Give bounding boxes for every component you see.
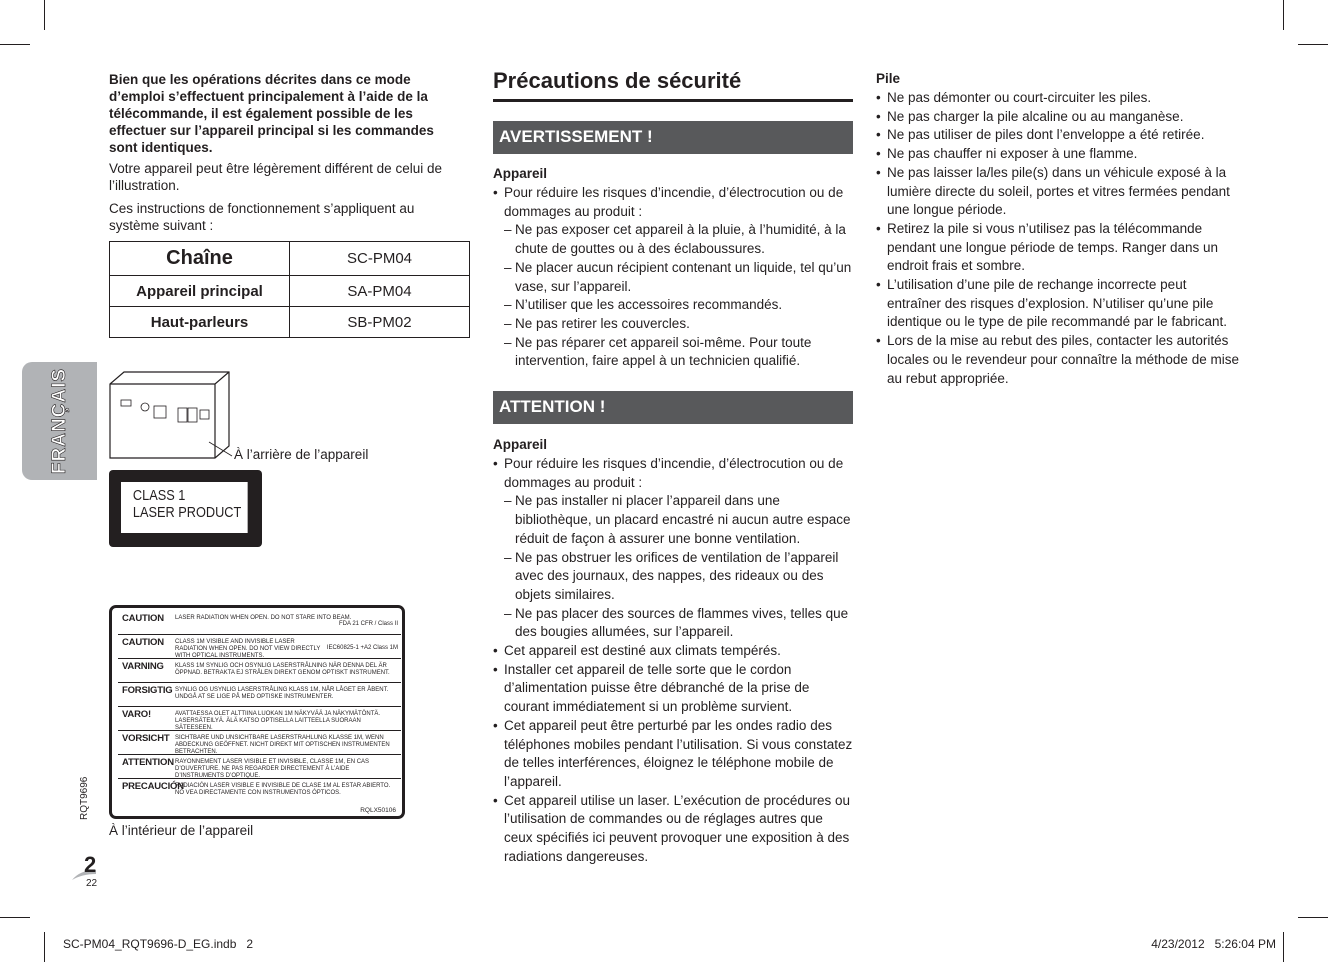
laser-row-text: AVATTAESSA OLET ALTTIINA LUOKAN 1M NÄKYVÄÄ JA NÄKYMÄTÖNTÄ. LASERSÄTEILYÄ. ÄLÄ KATSO OPTISELLA LAITTEELLA SUORAAN SÄTEESEEN. [175,711,381,731]
laser-row-text: SYNLIG OG USYNLIG LASERSTRÅLING KLASS 1M, NÅR LÅGET ER ÅBENT. UNDGÅ AT SE LIGE PÅ MED OPTISKE INSTRUMENTER. [175,687,389,700]
crop-mark [1283,932,1284,962]
laser-row [118,779,401,803]
attention-intro: Pour réduire les risques d’incendie, d’électrocution ou de dommages au produit : [504,456,844,490]
table-row [110,242,470,276]
list-item: – Ne placer aucun récipient contenant un liquide, tel qu’un vase, sur l’appareil. [504,259,853,296]
title-rule [493,99,853,102]
laser-row-word: VORSICHT [122,733,170,744]
page-number: 2 [84,852,97,877]
list-item: • Ne pas démonter ou court-circuiter les piles. [876,89,1240,108]
table-cell-label: Chaîne [110,242,290,276]
list-item: • Cet appareil est destiné aux climats tempérés. [493,642,853,661]
attention-sublist [504,492,853,642]
laser-row-text: LASER RADIATION WHEN OPEN. DO NOT STARE INTO BEAM. [175,615,352,621]
list-item: • Installer cet appareil de telle sorte que le cordon d’alimentation puisse être débranché de la prise de courant immédiatement si un problème survient. [493,661,853,717]
table-cell-label: Appareil principal [110,276,290,307]
list-item: • Ne pas chauffer ni exposer à une flamme. [876,145,1240,164]
laser-row-text: RAYONNEMENT LASER VISIBLE ET INVISIBLE, CLASSE 1M, EN CAS D’OUVERTURE. NE PAS REGARDER DIRECTEMENT À L’AIDE D’INSTRUMENTS D’OPTIQUE. [175,759,370,779]
rear-panel-illustration [108,370,233,460]
language-tab-label: FRANÇAIS [48,367,70,475]
page-number-small: 22 [86,878,98,889]
table-row [110,276,470,307]
document-code: RQT9696 [79,776,90,820]
laser-row-text: CLASS 1M VISIBLE AND INVISIBLE LASER RADIATION WHEN OPEN. DO NOT VIEW DIRECTLY WITH OPTICAL INSTRUMENTS. [175,639,321,659]
laser-row-text: SICHTBARE UND UNSICHTBARE LASERSTRAHLUNG KLASSE 1M, WENN ABDECKUNG GEÖFFNET. NICHT DIREKT MIT OPTISCHEN INSTRUMENTEN BETRACHTEN. [175,735,390,755]
laser-row-word: VARNING [122,661,164,672]
laser-row-word: FORSIGTIG [122,685,173,696]
intro-bold: Bien que les opérations décrites dans ce mode d’emploi s’effectuent principalement à l’aide de la télécommande, il est également possible de les effectuer sur l’appareil principal si les commandes sont identiques. [109,72,434,155]
list-item [493,184,853,371]
list-item: – N’utiliser que les accessoires recommandés. [504,296,853,315]
laser-row-word: PRECAUCIÓN [122,781,184,792]
attention-list [493,455,853,866]
list-item: – Ne pas installer ni placer l’appareil dans une bibliothèque, un placard encastré ni aucun autre espace réduit de façon à assurer une bonne ventilation. [504,492,853,548]
laser-row-word: VARO! [122,709,151,720]
table-row [110,307,470,338]
laser-label-code: RQLX50106 [360,807,396,814]
crop-mark [44,0,45,30]
warning-bar: AVERTISSEMENT ! [493,121,853,154]
list-item: – Ne pas obstruer les orifices de ventilation de l’appareil avec des journaux, des nappes, des rideaux ou des objets similaires. [504,549,853,605]
attention-subheading: Appareil [493,437,548,452]
laser-row [118,707,401,731]
table-cell-value: SB-PM02 [290,307,470,338]
laser-row-standard: IEC60825-1 +A2 Class 1M [326,645,398,651]
laser-warning-label [109,605,405,819]
table-cell-value: SA-PM04 [290,276,470,307]
footer-filename: SC-PM04_RQT9696-D_EG.indb 2 [63,937,254,951]
table-cell-value: SC-PM04 [290,242,470,276]
laser-row-word: CAUTION [122,637,164,648]
rear-caption: À l’arrière de l’appareil [234,447,369,462]
crop-mark [1283,0,1284,30]
crop-mark [0,917,30,918]
list-item: – Ne pas réparer cet appareil soi-même. Pour toute intervention, faire appel à un technicien qualifié. [504,334,853,371]
list-item: • Ne pas utiliser de piles dont l’enveloppe a été retirée. [876,126,1240,145]
crop-mark [0,44,30,45]
laser-row-text: KLASS 1M SYNLIG OCH OSYNLIG LASERSTRÅLNING NÄR DENNA DEL ÄR ÖPPNAD. BETRAKTA EJ STRÅLEN DIREKT GENOM OPTISKT INSTRUMENT. [175,663,390,676]
inside-caption: À l’intérieur de l’appareil [109,823,254,838]
list-item [493,455,853,642]
page-title: Précautions de sécurité [493,68,742,93]
laser-row [118,755,401,779]
intro-paragraph-1: Votre appareil peut être légèrement différent de celui de l’illustration. [109,161,442,193]
laser-row [118,635,401,659]
class1-laser-label [109,470,262,547]
laser-row-standard: FDA 21 CFR / Class II [338,621,398,627]
battery-list [876,89,1240,388]
attention-bar: ATTENTION ! [493,391,853,424]
laser-row [118,683,401,707]
list-item: – Ne pas retirer les couvercles. [504,315,853,334]
table-cell-label: Haut-parleurs [110,307,290,338]
warning-intro: Pour réduire les risques d’incendie, d’électrocution ou de dommages au produit : [504,185,844,219]
list-item: – Ne pas placer des sources de flammes vives, telles que des bougies allumées, sur l’appareil. [504,605,853,642]
intro-paragraph-2: Ces instructions de fonctionnement s’appliquent au système suivant : [109,201,415,233]
crop-mark [44,932,45,962]
footer-timestamp: 4/23/2012 5:26:04 PM [1151,937,1276,951]
list-item: • Retirez la pile si vous n’utilisez pas la télécommande pendant une longue période de temps. Ranger dans un endroit frais et sombre. [876,220,1240,276]
system-table [109,241,470,338]
list-item: • Lors de la mise au rebut des piles, contacter les autorités locales ou le revendeur pour connaître la méthode de mise au rebut appropriée. [876,332,1240,388]
laser-row-word: CAUTION [122,613,164,624]
class1-line-2: LASER PRODUCT [132,504,242,521]
list-item: • Ne pas charger la pile alcaline ou au manganèse. [876,108,1240,127]
language-tab [22,362,97,480]
list-item: • L’utilisation d’une pile de rechange incorrecte peut entraîner des risques d’explosion. N’utiliser qu’une pile identique ou le type de pile recommandé par le fabricant. [876,276,1240,332]
battery-heading: Pile [876,71,901,86]
crop-mark [1298,917,1328,918]
laser-row [118,611,401,635]
laser-row [118,731,401,755]
crop-mark [1298,44,1328,45]
list-item: • Cet appareil peut être perturbé par les ondes radio des téléphones mobiles pendant l’utilisation. Si vous constatez de telles interférences, éloignez le téléphone mobile de l’appareil. [493,717,853,792]
class1-line-1: CLASS 1 [132,487,186,504]
list-item: • Ne pas laisser la/les pile(s) dans un véhicule exposé à la lumière directe du soleil, portes et vitres fermées pendant une longue période. [876,164,1240,220]
list-item: • Cet appareil utilise un laser. L’exécution de procédures ou l’utilisation de commandes ou de réglages autres que ceux spécifiés ici peuvent provoquer une exposition à des radiations dangereuses. [493,792,853,867]
warning-list [493,184,853,371]
warning-sublist [504,221,853,371]
list-item: – Ne pas exposer cet appareil à la pluie, à l’humidité, à la chute de gouttes ou à des éclaboussures. [504,221,853,258]
laser-row [118,659,401,683]
laser-row-word: ATTENTION [122,757,174,768]
warning-subheading: Appareil [493,166,548,181]
laser-row-text: RADIACIÓN LASER VISIBLE E INVISIBLE DE CLASE 1M AL ESTAR ABIERTO. NO VEA DIRECTAMENTE CON INSTRUMENTOS ÓPTICOS. [175,783,391,796]
